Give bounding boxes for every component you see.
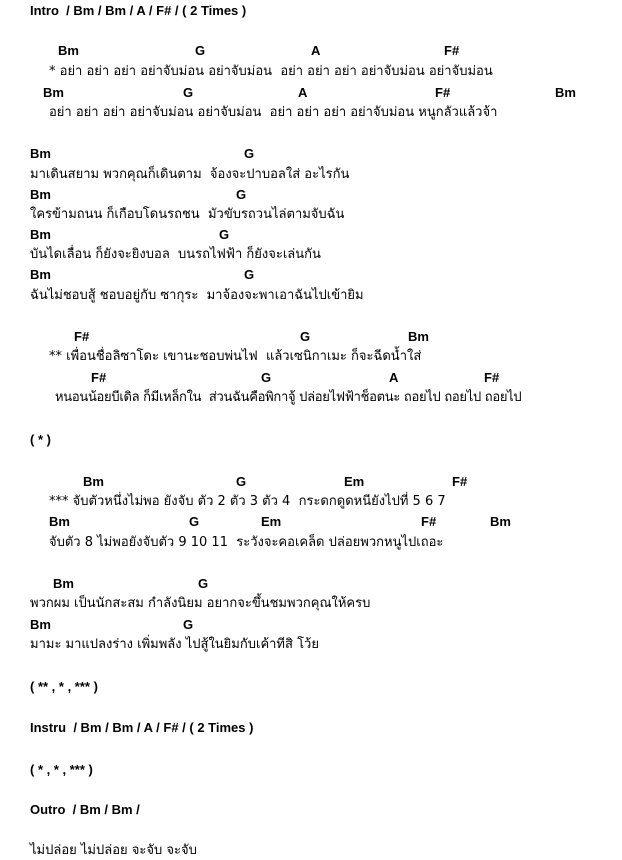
chord: G bbox=[244, 146, 255, 161]
chord: A bbox=[389, 370, 399, 385]
chord: G bbox=[198, 576, 209, 591]
chord: Bm bbox=[53, 576, 74, 591]
chord: Bm bbox=[30, 146, 51, 161]
chord: G bbox=[219, 227, 230, 242]
repeat-marker: ( * , * , *** ) bbox=[30, 762, 93, 777]
lyric-line: อย่า อย่า อย่า อย่าจับม่อน อย่าจับม่อน อย่า อย่า อย่า อย่าจับม่อน หนูกลัวแล้วจ้า bbox=[49, 105, 498, 120]
chord: F# bbox=[91, 370, 107, 385]
chord: Bm bbox=[490, 514, 511, 529]
chord: G bbox=[244, 267, 255, 282]
chord: Bm bbox=[30, 227, 51, 242]
lyric-line: ฉันไม่ชอบสู้ ชอบอยู่กับ ซากุระ มาจ้องจะพาเอาฉันไปเข้ายิม bbox=[30, 288, 364, 303]
lyric-line: * อย่า อย่า อย่า อย่าจับม่อน อย่าจับม่อน อย่า อย่า อย่า อย่าจับม่อน อย่าจับม่อน bbox=[49, 64, 493, 79]
lyric-line: บันไดเลื่อน ก็ยังจะยิงบอล บนรถไฟฟ้า ก็ยังจะเล่นกัน bbox=[30, 247, 321, 262]
chord: Bm bbox=[30, 267, 51, 282]
chord: A bbox=[311, 43, 321, 58]
chord: G bbox=[261, 370, 272, 385]
chord: G bbox=[189, 514, 200, 529]
chord: Bm bbox=[83, 474, 104, 489]
chord: A bbox=[298, 85, 308, 100]
intro-line: Intro / Bm / Bm / A / F# / ( 2 Times ) bbox=[30, 3, 247, 18]
repeat-marker: ( * ) bbox=[30, 432, 51, 447]
chord: F# bbox=[452, 474, 468, 489]
chord: G bbox=[195, 43, 206, 58]
chord: Bm bbox=[58, 43, 79, 58]
chord: G bbox=[236, 187, 247, 202]
lyric-line: มามะ มาแปลงร่าง เพิ่มพลัง ไปสู้ในยิมกับเค้าทีสิ โว้ย bbox=[30, 637, 319, 652]
lyric-line: ** เพื่อนชื่อลิซาโดะ เขานะชอบพ่นไฟ แล้วเซนิกาเมะ ก็จะฉีดน้ำใส่ bbox=[49, 349, 422, 364]
lyric-line: หนอนน้อยบีเดิล ก็มีเหล็กใน ส่วนฉันคือพิกาจู้ ปล่อยไฟฟ้าช็อตนะ ถอยไป ถอยไป ถอยไป bbox=[55, 390, 522, 405]
lyric-line: มาเดินสยาม พวกคุณก็เดินตาม จ้องจะปาบอลใส่ อะไรกัน bbox=[30, 167, 350, 182]
chord: Bm bbox=[408, 329, 429, 344]
chord: Em bbox=[344, 474, 365, 489]
chord: Em bbox=[261, 514, 282, 529]
chord: G bbox=[183, 617, 194, 632]
lyric-line: ไม่ปล่อย ไม่ปล่อย จะจับ จะจับ bbox=[30, 843, 197, 858]
outro-line: Outro / Bm / Bm / bbox=[30, 802, 140, 817]
chord: G bbox=[183, 85, 194, 100]
lyric-line: พวกผม เป็นนักสะสม กำลังนิยม อยากจะขึ้นชมพวกคุณให้ครบ bbox=[30, 596, 371, 611]
lyric-line: จับตัว 8 ไม่พอยังจับตัว 9 10 11 ระวังจะคอเคล็ด ปล่อยพวกหนูไปเถอะ bbox=[49, 535, 444, 550]
lyric-line: *** จับตัวหนึ่งไม่พอ ยังจับ ตัว 2 ตัว 3 ตัว 4 กระดกดูดหนียังไปที่ 5 6 7 bbox=[49, 494, 446, 509]
chord: G bbox=[236, 474, 247, 489]
chord: F# bbox=[435, 85, 451, 100]
lyric-line: ใครข้ามถนน ก็เกือบโดนรถชน มัวขับรถวนไล่ตามจับฉัน bbox=[30, 207, 345, 222]
chord: Bm bbox=[30, 187, 51, 202]
chord: F# bbox=[74, 329, 90, 344]
chord: F# bbox=[444, 43, 460, 58]
chord: Bm bbox=[43, 85, 64, 100]
chord: F# bbox=[484, 370, 500, 385]
chord: F# bbox=[421, 514, 437, 529]
instru-line: Instru / Bm / Bm / A / F# / ( 2 Times ) bbox=[30, 720, 254, 735]
chord: Bm bbox=[30, 617, 51, 632]
chord: G bbox=[300, 329, 311, 344]
chord: Bm bbox=[555, 85, 576, 100]
chord: Bm bbox=[49, 514, 70, 529]
repeat-marker: ( ** , * , *** ) bbox=[30, 679, 98, 694]
